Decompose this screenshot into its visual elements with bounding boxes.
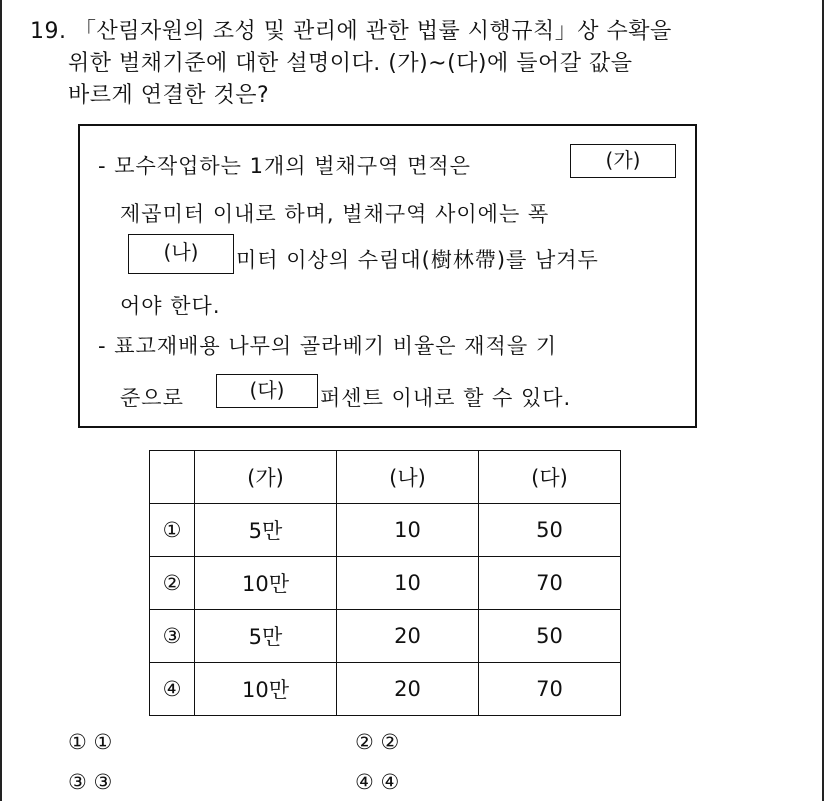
statement-line-1: - 모수작업하는 1개의 벌채구역 면적은: [98, 154, 471, 178]
choice-2-mark: ②: [355, 730, 374, 754]
table-row: [150, 610, 621, 663]
table-cell: 20: [337, 610, 479, 663]
blank-ga: (가): [570, 144, 676, 178]
statement-line-6-post: 퍼센트 이내로 할 수 있다.: [320, 386, 572, 410]
choice-4-mark: ④: [355, 770, 374, 794]
blank-da: (다): [216, 374, 318, 408]
table-cell: 50: [479, 504, 621, 557]
table-cell: 50: [479, 610, 621, 663]
table-header-cell: (가): [195, 451, 337, 504]
table-cell: ①: [150, 504, 195, 557]
choice-1-mark: ①: [68, 730, 87, 754]
choice-3-text: ③: [93, 770, 113, 794]
table-cell: 70: [479, 557, 621, 610]
table-cell: 5만: [195, 504, 337, 557]
choice-2-text: ②: [380, 730, 400, 754]
table-cell: 10만: [195, 557, 337, 610]
blank-na: (나): [128, 234, 234, 274]
question-line-1: 19. 「산림자원의 조성 및 관리에 관한 법률 시행규칙」상 수확을: [30, 19, 672, 44]
table-cell: ④: [150, 663, 195, 716]
table-cell: 20: [337, 663, 479, 716]
choice-1-text: ①: [93, 730, 113, 754]
choice-3-mark: ③: [68, 770, 87, 794]
statement-box: [78, 124, 697, 428]
table-cell: ③: [150, 610, 195, 663]
table-header-cell: (다): [479, 451, 621, 504]
choice-3[interactable]: [68, 770, 112, 794]
table-cell: 10: [337, 504, 479, 557]
table-header-cell: (나): [337, 451, 479, 504]
table-cell: 10: [337, 557, 479, 610]
answer-table: [149, 450, 621, 716]
question-line-2: 위한 벌채기준에 대한 설명이다. (가)~(다)에 들어갈 값을: [68, 51, 633, 76]
choice-4[interactable]: [355, 770, 399, 794]
table-cell: 10만: [195, 663, 337, 716]
table-row: [150, 557, 621, 610]
table-cell: ②: [150, 557, 195, 610]
question-line-3: 바르게 연결한 것은?: [68, 83, 270, 108]
page-border-left: [0, 0, 2, 801]
choice-4-text: ④: [380, 770, 400, 794]
statement-line-2: 제곱미터 이내로 하며, 벌채구역 사이에는 폭: [120, 202, 550, 226]
table-header-cell: [150, 451, 195, 504]
statement-line-4: 어야 한다.: [120, 294, 221, 318]
page-border-right: [822, 0, 824, 801]
statement-line-5: - 표고재배용 나무의 골라베기 비율은 재적을 기: [98, 334, 558, 358]
statement-line-6-pre: 준으로: [120, 386, 184, 410]
choice-2[interactable]: [355, 730, 399, 754]
table-row: [150, 663, 621, 716]
choice-1[interactable]: [68, 730, 112, 754]
table-cell: 70: [479, 663, 621, 716]
table-cell: 5만: [195, 610, 337, 663]
table-header-row: [150, 451, 621, 504]
statement-line-3: 미터 이상의 수림대(樹林帶)를 남겨두: [236, 248, 599, 272]
table-row: [150, 504, 621, 557]
